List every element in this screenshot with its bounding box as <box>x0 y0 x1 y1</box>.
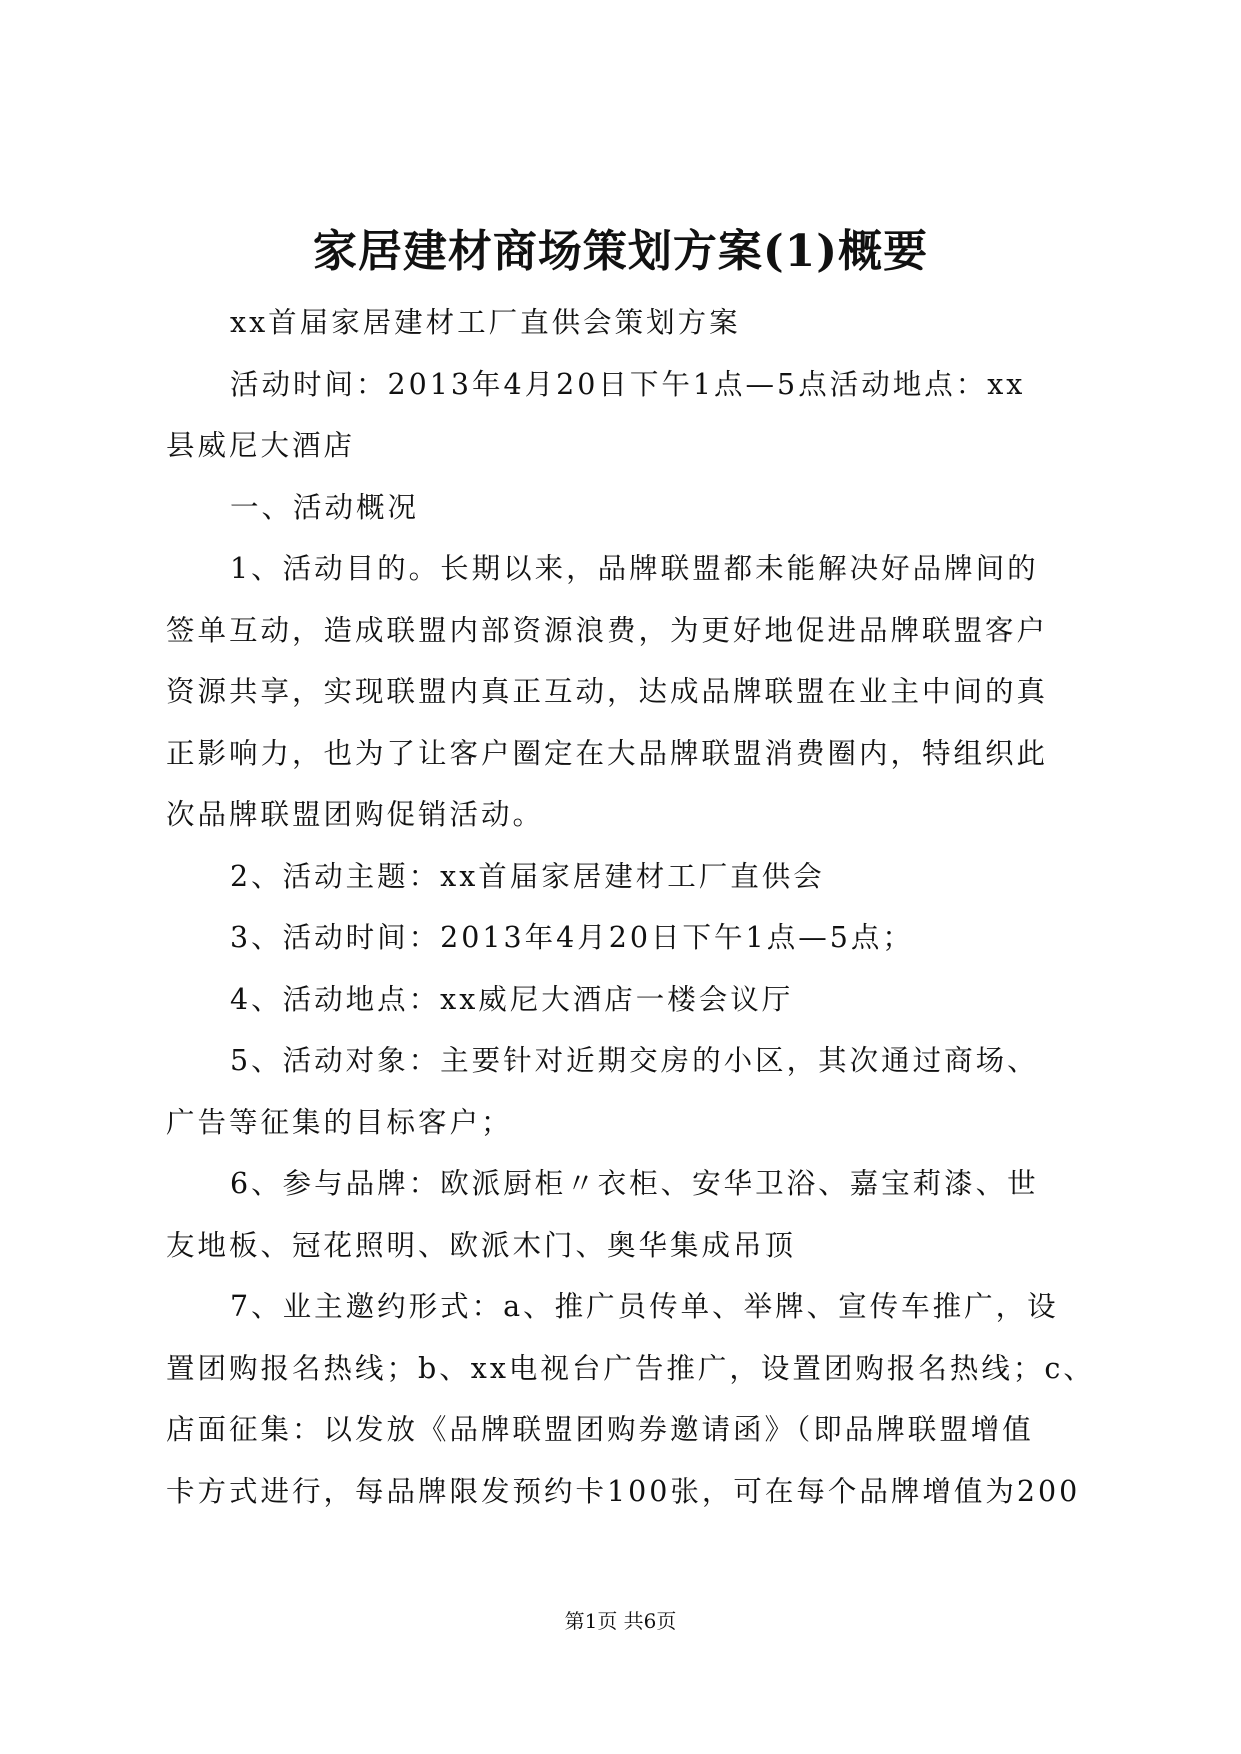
paragraph-line: 6、参与品牌：欧派厨柜〃衣柜、安华卫浴、嘉宝莉漆、世 <box>230 1167 1039 1200</box>
paragraph-line: xx首届家居建材工厂直供会策划方案 <box>230 306 741 339</box>
paragraph-line: 5、活动对象：主要针对近期交房的小区，其次通过商场、 <box>230 1044 1039 1077</box>
section-heading: 一、活动概况 <box>230 490 420 524</box>
paragraph-line: 卡方式进行，每品牌限发预约卡100张，可在每个品牌增值为200 <box>166 1474 1081 1508</box>
paragraph-line: 县威尼大酒店 <box>166 429 356 462</box>
paragraph-line: 资源共享，实现联盟内真正互动，达成品牌联盟在业主中间的真 <box>166 675 1049 708</box>
paragraph-line: 4、活动地点：xx威尼大酒店一楼会议厅 <box>230 982 794 1016</box>
paragraph-line: 3、活动时间：2013年4月20日下午1点—5点； <box>230 921 914 954</box>
paragraph-line: 活动时间：2013年4月20日下午1点—5点活动地点：xx <box>230 367 1026 401</box>
paragraph-line: 7、业主邀约形式：a、推广员传单、举牌、宣传车推广，设 <box>230 1290 1059 1323</box>
document-title: 家居建材商场策划方案(1)概要 <box>312 226 929 277</box>
paragraph-line: 正影响力，也为了让客户圈定在大品牌联盟消费圈内，特组织此 <box>166 736 1049 770</box>
paragraph-line: 1、活动目的。长期以来，品牌联盟都未能解决好品牌间的 <box>230 552 1039 585</box>
paragraph-line: 2、活动主题：xx首届家居建材工厂直供会 <box>230 859 825 893</box>
page-footer: 第1页 共6页 <box>564 1609 677 1633</box>
paragraph-line: 置团购报名热线；b、xx电视台广告推广，设置团购报名热线；c、 <box>166 1351 1095 1385</box>
paragraph-line: 友地板、冠花照明、欧派木门、奥华集成吊顶 <box>166 1228 797 1262</box>
paragraph-line: 店面征集：以发放《品牌联盟团购券邀请函》（即品牌联盟增值 <box>166 1413 1034 1446</box>
paragraph-line: 签单互动，造成联盟内部资源浪费，为更好地促进品牌联盟客户 <box>166 613 1049 647</box>
paragraph-line: 广告等征集的目标客户； <box>166 1105 513 1139</box>
document-body <box>166 292 1095 1522</box>
paragraph-line: 次品牌联盟团购促销活动。 <box>166 798 545 831</box>
